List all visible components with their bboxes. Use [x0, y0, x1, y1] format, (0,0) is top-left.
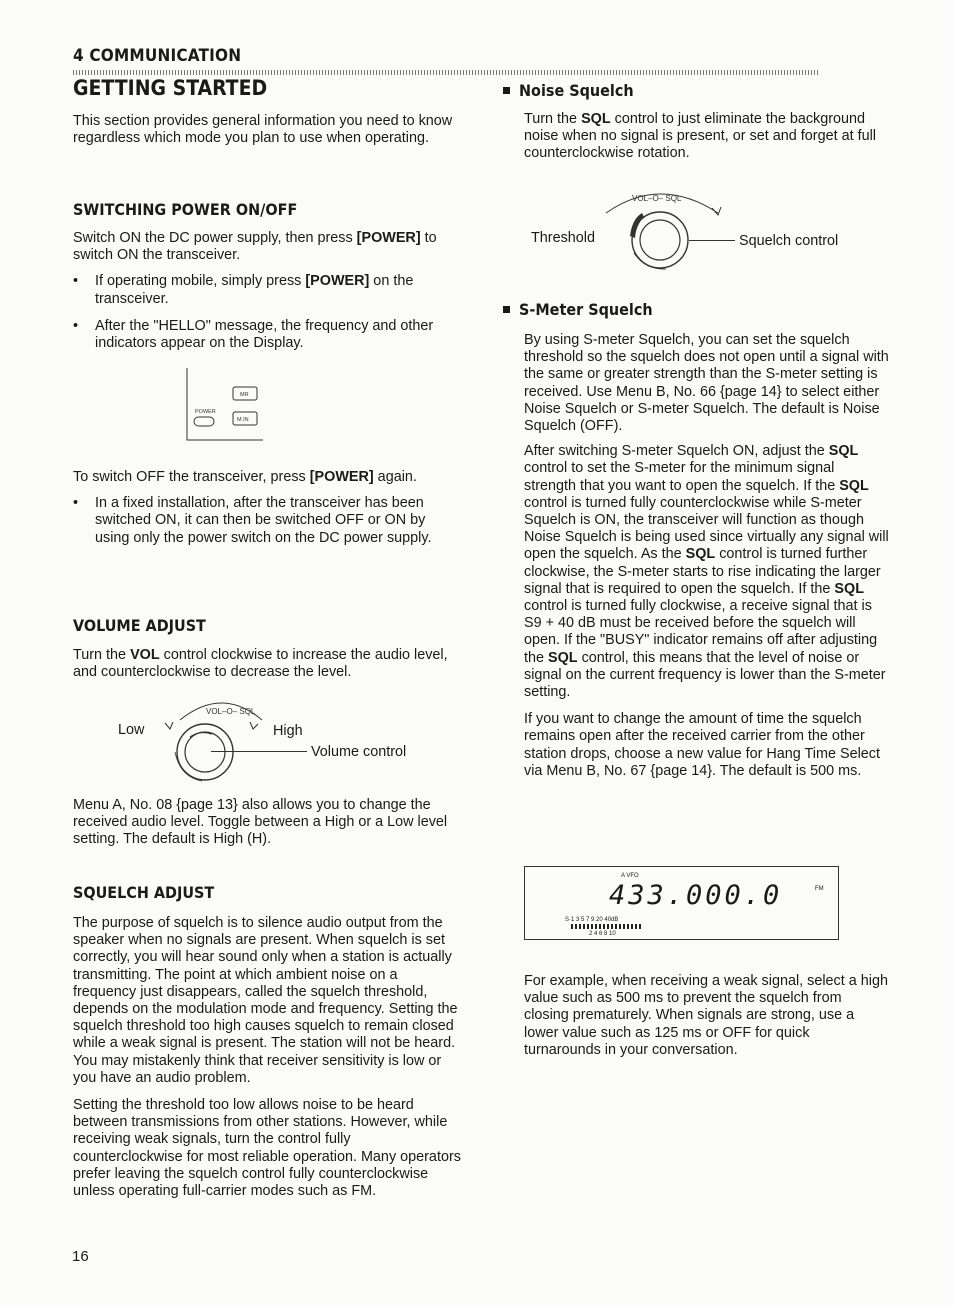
volume-leader-line — [211, 751, 307, 752]
lcd-smeter-bar — [571, 924, 641, 929]
power-panel-diagram — [185, 368, 265, 442]
volume-heading: VOLUME ADJUST — [73, 616, 206, 635]
squelch-knob-label: VOL–O– SQL — [632, 194, 682, 203]
power-button-label: POWER — [195, 409, 216, 415]
squelch-heading: SQUELCH ADJUST — [73, 883, 215, 902]
lcd-frequency: 433.000.0 — [609, 880, 783, 911]
smeter-squelch-heading: S-Meter Squelch — [503, 300, 653, 319]
power-button[interactable] — [194, 417, 214, 426]
smeter-paragraph-3: If you want to change the amount of time the squelch remains open after the received carrier from the other station drops, choose a new value for Hang Time Select via Menu B, No. 67 {page 14}. The default is 500 ms. — [524, 711, 880, 779]
volume-paragraph-1: Turn the VOL control clockwise to increase the audio level, and counterclockwise to decrease the level. — [73, 647, 448, 681]
min-button-label: M.IN — [237, 417, 249, 423]
noise-squelch-paragraph: Turn the SQL control to just eliminate the background noise when no signal is present, or set and forget at full counterclockwise rotation. — [524, 111, 876, 162]
volume-arrows — [160, 705, 265, 735]
lcd-mode-indicator: FM — [815, 886, 824, 892]
noise-squelch-heading: Noise Squelch — [503, 81, 634, 100]
smeter-section — [524, 332, 889, 780]
volume-paragraph-2: Menu A, No. 08 {page 13} also allows you to change the received audio level. Toggle between a High or a Low level setting. The default is High (H). — [73, 797, 448, 848]
lcd-vfo-indicator: A VFO — [621, 873, 639, 879]
volume-low-label: Low — [118, 722, 145, 738]
smeter-paragraph-1: By using S-meter Squelch, you can set the squelch threshold so the squelch does not open until a signal with the same or greater strength than the S-meter setting is received. Use Menu B, No. 66 {page 14} to select either Noise Squelch or S-meter Squelch. The default is Noise Squelch (OFF). — [524, 332, 889, 435]
power-off-section — [73, 469, 463, 547]
mr-button-label: MR — [240, 392, 249, 398]
threshold-label: Threshold — [531, 230, 595, 246]
power-section — [73, 230, 463, 352]
volume-high-label: High — [273, 723, 303, 739]
power-heading: SWITCHING POWER ON/OFF — [73, 200, 298, 219]
smeter-paragraph-4: For example, when receiving a weak signal, select a high value such as 500 ms to prevent the squelch from closing prematurely. When signals are strong, use a lower value such as 125 ms or OFF for quick turnarounds in your conversation. — [524, 973, 888, 1058]
volume-control-label: Volume control — [311, 744, 407, 760]
page-title: GETTING STARTED — [73, 76, 268, 100]
power-paragraph-1: Switch ON the DC power supply, then press [POWER] to switch ON the transceiver. — [73, 230, 437, 264]
power-bullet-3: • In a fixed installation, after the transceiver has been switched ON, it can then be switched OFF or ON by using only the power switch on the DC power supply. — [73, 495, 463, 547]
power-off-text: To switch OFF the transceiver, press [POWER] again. — [73, 469, 417, 485]
squelch-leader-line — [689, 240, 735, 241]
squelch-paragraph-1: The purpose of squelch is to silence audio output from the speaker when no signals are present. When squelch is set correctly, you will hear sound only when a station is actually transmitting. The point at which ambient noise on a frequency just disappears, called the squelch threshold, depends on the modulation mode and frequency. Setting the squelch threshold too high causes squelch to remain closed while a weak signal is present. The station will not be heard. You may mistakenly think that receiver sensitivity is low or you have an audio problem. — [73, 915, 458, 1086]
squelch-control-label: Squelch control — [739, 233, 839, 249]
squelch-section — [73, 915, 463, 1200]
lcd-smeter-scale-top: S·1 3 5 7 9 20 40dB — [565, 917, 619, 923]
chapter-heading: 4 COMMUNICATION — [73, 46, 242, 66]
page-number: 16 — [72, 1248, 89, 1265]
lcd-display — [524, 866, 839, 940]
power-bullet-2: • After the "HELLO" message, the frequency and other indicators appear on the Display. — [73, 318, 463, 352]
volume-knob-label: VOL–O– SQL — [206, 707, 256, 716]
squelch-knob-diagram — [600, 183, 730, 275]
smeter-paragraph-2: After switching S-meter Squelch ON, adjust the SQL control to set the S-meter for the minimum signal strength that you want to open the squelch. If the SQL control is turned fully counterclockwise while S-meter Squelch is ON, the transceiver will function as though Noise Squelch is being used since virtually any signal will open the squelch. As the SQL control is turned further clockwise, the S-meter starts to rise indicating the larger signal that is required to open the squelch. If the SQL control is turned fully clockwise, a receive signal that is S9 + 40 dB must be received before the squelch will open. If the "BUSY" indicator remains off after adjusting the SQL control, this means that the level of noise or signal on the current frequency is lower than the S-meter setting. — [524, 443, 889, 701]
intro-text: This section provides general information you need to know regardless which mode you plan to use when operating. — [73, 113, 453, 147]
header-rule — [73, 70, 818, 75]
squelch-paragraph-2: Setting the threshold too low allows noise to be heard between transmissions from other stations. However, while receiving weak signals, turn the control fully counterclockwise for most reliable operation. Many operators prefer leaving the squelch control fully counterclockwise unless operating full-carrier modes such as FM. — [73, 1097, 461, 1200]
power-bullet-1: • If operating mobile, simply press [POWER] on the transceiver. — [73, 273, 463, 307]
lcd-smeter-scale-bottom: 2 4 6 8 10 — [589, 931, 616, 937]
